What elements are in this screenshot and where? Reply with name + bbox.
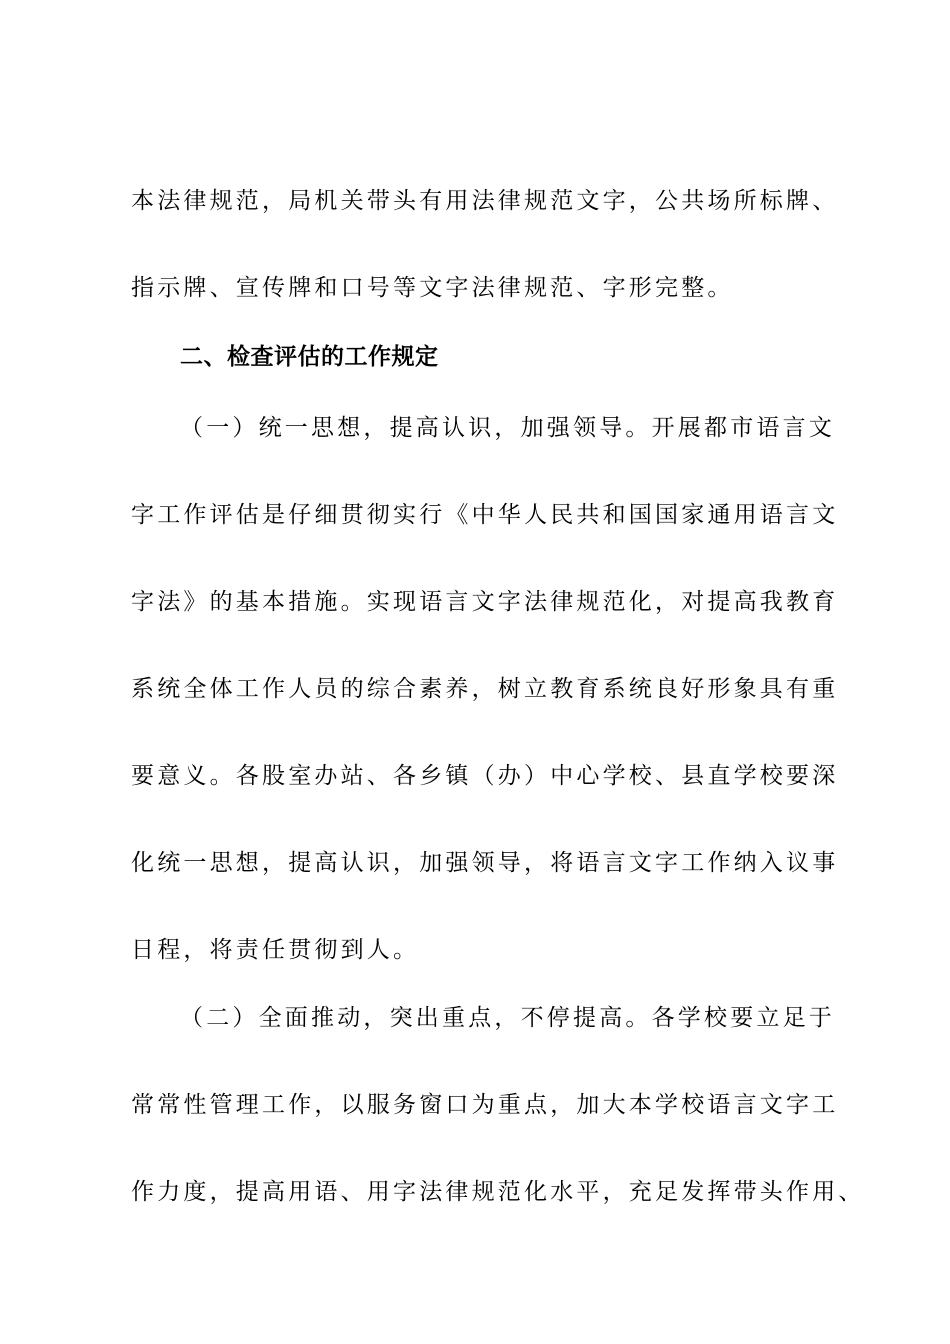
body-text-line: 系统全体工作人员的综合素养，树立教育系统良好形象具有重 bbox=[131, 676, 839, 702]
section-heading: 二、检查评估的工作规定 bbox=[180, 344, 439, 370]
body-text-line: 化统一思想，提高认识，加强领导，将语言文字工作纳入议事 bbox=[131, 850, 839, 876]
body-text-line: 作力度，提高用语、用字法律规范化水平，充足发挥带头作用、 bbox=[131, 1179, 865, 1205]
body-text-line: 字工作评估是仔细贯彻实行《中华人民共和国国家通用语言文 bbox=[131, 502, 839, 528]
body-text-line: 常常性管理工作，以服务窗口为重点，加大本学校语言文字工 bbox=[131, 1092, 839, 1118]
paragraph-first-line: （二）全面推动，突出重点，不停提高。各学校要立足于 bbox=[180, 1005, 835, 1031]
body-text-line: 日程，将责任贯彻到人。 bbox=[131, 937, 420, 963]
paragraph-first-line: （一）统一思想，提高认识，加强领导。开展都市语言文 bbox=[180, 415, 835, 441]
body-text-line: 指示牌、宣传牌和口号等文字法律规范、字形完整。 bbox=[131, 275, 734, 301]
body-text-line: 字法》的基本措施。实现语言文字法律规范化，对提高我教育 bbox=[131, 589, 839, 615]
body-text-line: 要意义。各股室办站、各乡镇（办）中心学校、县直学校要深 bbox=[131, 763, 839, 789]
body-text-line: 本法律规范，局机关带头有用法律规范文字，公共场所标牌、 bbox=[131, 188, 839, 214]
